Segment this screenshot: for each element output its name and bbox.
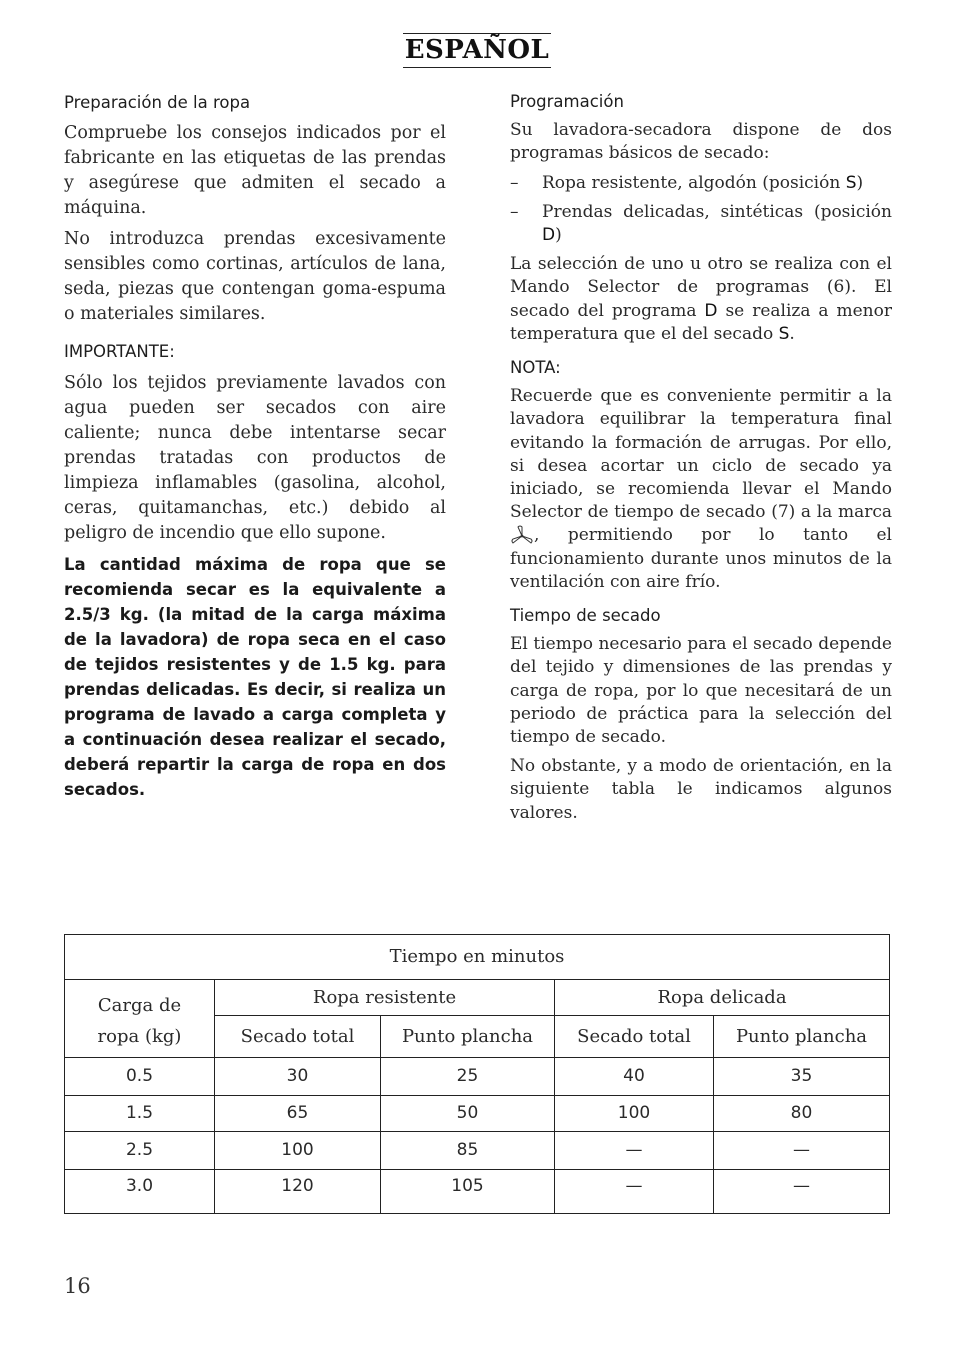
left-column: [64, 90, 446, 808]
table-cell: —: [714, 1131, 890, 1169]
paragraph-no-introduzca: No introduzca prendas excesivamente sensibles como cortinas, artículos de lana, seda, piezas que contengan goma-espuma o materiales similares.: [64, 229, 446, 324]
table-cell: 50: [381, 1095, 555, 1131]
paragraph-seleccion: [510, 253, 892, 346]
dash-bullet: –: [510, 201, 519, 222]
text-fragment: se realiza a menor temperatura que el del secado: [510, 300, 892, 344]
table-cell: 40: [555, 1057, 714, 1095]
group-header-delicada: Ropa delicada: [555, 979, 890, 1015]
list-item-end: ): [856, 172, 864, 193]
table-cell: 85: [381, 1131, 555, 1169]
table-cell: 80: [714, 1095, 890, 1131]
table-cell: 65: [215, 1095, 381, 1131]
text-fragment: , permitiendo por lo tanto el funcionamiento durante unos minutos de la ventilación con aire frío.: [510, 525, 892, 592]
table-cell: 100: [215, 1131, 381, 1169]
paragraph-programas: Su lavadora-secadora dispone de dos programas básicos de secado:: [510, 120, 892, 164]
position-mark-d: D: [542, 225, 556, 246]
table-cell: 2.5: [65, 1131, 215, 1169]
table-cell: —: [555, 1169, 714, 1213]
load-header: [65, 979, 215, 1057]
heading-tiempo-secado: Tiempo de secado: [510, 606, 661, 626]
subheader-secado-total: Secado total: [215, 1015, 381, 1057]
list-item-resistente: [510, 172, 892, 195]
table-caption-row: [65, 935, 889, 979]
list-item-text: Prendas delicadas, sintéticas (posición: [542, 201, 892, 222]
table-row: [65, 1057, 889, 1095]
load-header-line: Carga de: [97, 994, 182, 1016]
table-cell: —: [555, 1131, 714, 1169]
heading-programacion: Programación: [510, 92, 624, 111]
table-cell: 25: [381, 1057, 555, 1095]
subheader-punto-plancha: Punto plancha: [714, 1015, 890, 1057]
load-header-line: ropa (kg): [97, 1025, 182, 1047]
group-header-resistente: Ropa resistente: [215, 979, 555, 1015]
text-fragment: .: [789, 323, 795, 344]
table-cell: 120: [215, 1169, 381, 1213]
paragraph-nota: [510, 385, 892, 594]
table-cell: 0.5: [65, 1057, 215, 1095]
list-item-end: ): [555, 225, 562, 246]
subheader-secado-total: Secado total: [555, 1015, 714, 1057]
paragraph-tiempo-necesario: El tiempo necesario para el secado depende del tejido y dimensiones de las prendas y carga de ropa, por lo que necesitará de un periodo de práctica para la selección del tiempo de secado.: [510, 634, 892, 748]
table-cell: —: [793, 1175, 810, 1196]
list-item-text: Ropa resistente, algodón (posición: [542, 172, 846, 193]
drying-time-table: [64, 934, 890, 1214]
table-cell: 1.5: [65, 1095, 215, 1131]
fan-icon: [510, 525, 534, 547]
heading-importante: IMPORTANTE:: [64, 342, 175, 361]
table-cell: 35: [714, 1057, 890, 1095]
heading-nota: NOTA:: [510, 358, 561, 378]
text-fragment: La selección de uno u otro se realiza con el Mando Selector de programas (6). El secado del programa: [510, 254, 892, 321]
list-item-delicadas: [510, 201, 892, 247]
page-number: 16: [64, 1274, 91, 1298]
table: [65, 935, 889, 1213]
table-row: [65, 1169, 889, 1213]
table-cell: 105: [381, 1169, 555, 1213]
table-row: [65, 1095, 889, 1131]
right-column: [510, 90, 892, 831]
text-fragment: Recuerde que es conveniente permitir a la lavadora equilibrar la temperatura final evitando la formación de arrugas. Por ello, si desea acortar un ciclo de secado ya iniciado, se recomienda llevar el Mando Selector de tiempo de secado (7) a la marca: [510, 386, 892, 523]
paragraph-cantidad-maxima: La cantidad máxima de ropa que se recomienda secar es la equivalente a 2.5/3 kg. (la mitad de la carga máxima de la lavadora) de ropa seca en el caso de tejidos resistentes y de 1.5 kg. para prendas delicadas. Es decir, si realiza un programa de lavado a carga completa y a continuación desea realizar el secado, deberá repartir la carga de ropa en dos secados.: [64, 555, 446, 799]
position-mark-s: S: [845, 172, 857, 193]
subheader-punto-plancha: Punto plancha: [381, 1015, 555, 1057]
position-mark-s: S: [778, 323, 790, 344]
dash-bullet: –: [510, 172, 519, 193]
position-mark-d: D: [704, 300, 718, 321]
paragraph-consejos: Compruebe los consejos indicados por el fabricante en las etiquetas de las prendas y asegúrese que admiten el secado a máquina.: [64, 123, 446, 218]
page-title: ESPAÑOL: [403, 33, 552, 68]
paragraph-orientacion: No obstante, y a modo de orientación, en la siguiente tabla le indicamos algunos valores.: [510, 756, 892, 823]
table-row: [65, 1131, 889, 1169]
page-title-wrap: [0, 33, 954, 68]
paragraph-tejidos: Sólo los tejidos previamente lavados con agua pueden ser secados con aire caliente; nunca debe intentarse secar prendas tratadas con productos de limpieza inflamables (gasolina, alcohol, ceras, quitamanchas, etc.) debido al peligro de incendio que ello supone.: [64, 373, 446, 543]
table-caption: Tiempo en minutos: [65, 935, 889, 979]
table-cell: 3.0: [65, 1169, 215, 1213]
table-cell: 100: [555, 1095, 714, 1131]
table-cell: 30: [215, 1057, 381, 1095]
heading-preparacion: Preparación de la ropa: [64, 93, 251, 112]
table-header-row: [65, 979, 889, 1015]
